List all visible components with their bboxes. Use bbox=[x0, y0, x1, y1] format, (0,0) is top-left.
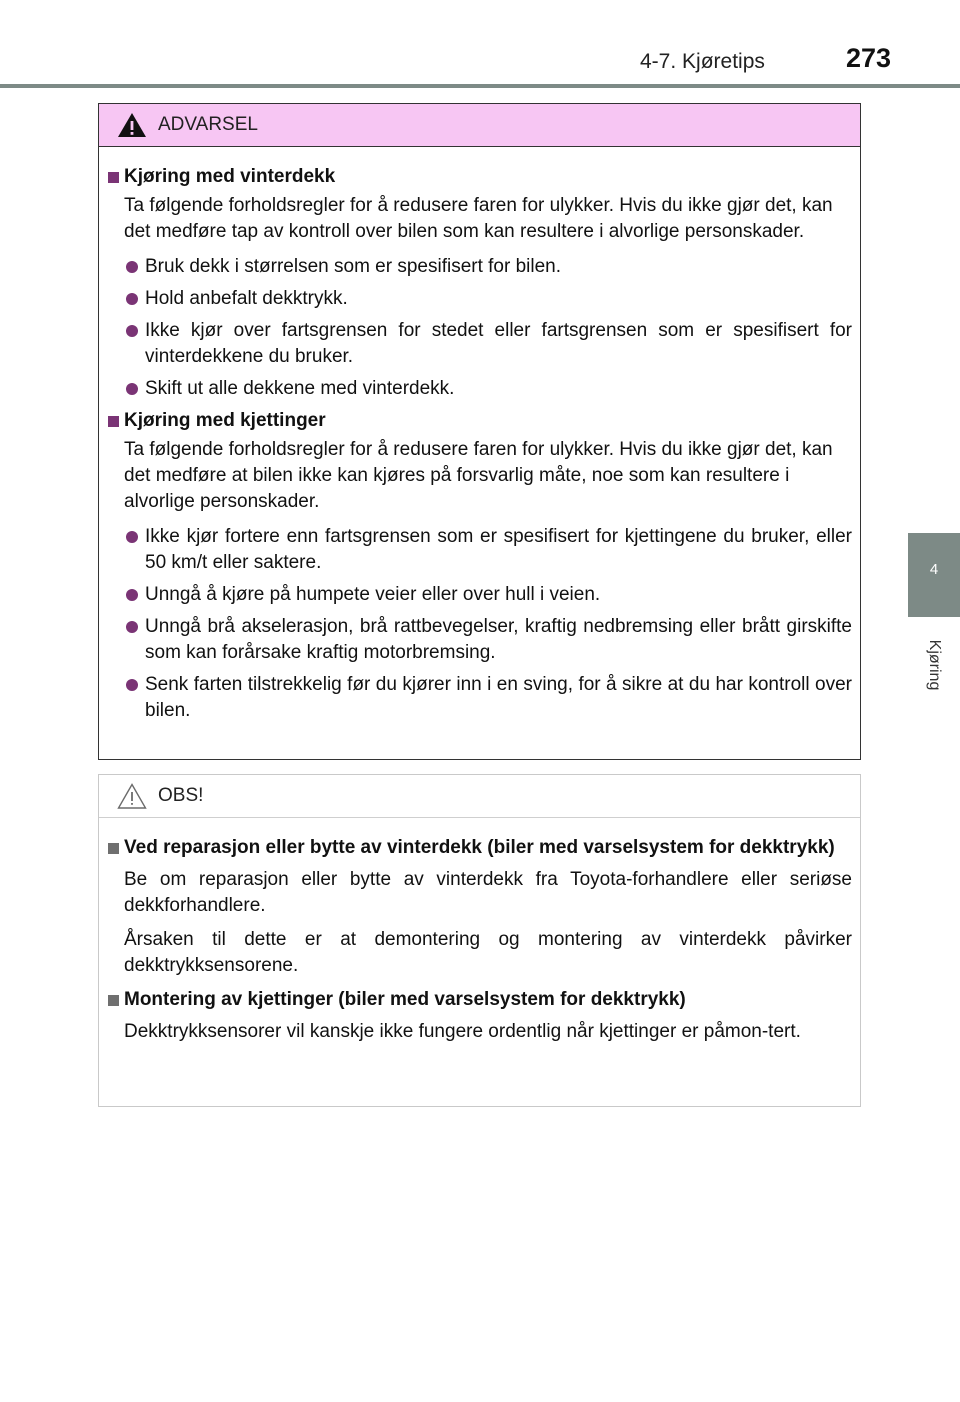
square-bullet-icon bbox=[108, 995, 119, 1006]
section-heading-text: Montering av kjettinger (biler med varselsystem for dekktrykk) bbox=[124, 989, 686, 1010]
bullet-text: Hold anbefalt dekktrykk. bbox=[145, 288, 348, 309]
bullet-dot-icon bbox=[126, 621, 138, 633]
bullet-dot-icon bbox=[126, 679, 138, 691]
section-text: Årsaken til dette er at demontering og montering av vinterdekk påvirker dekktrykksensorene. bbox=[124, 929, 852, 976]
bullet-dot-icon bbox=[126, 261, 138, 273]
bullet-text: Senk farten tilstrekkelig før du kjører inn i en sving, for å sikre at du har kontroll over bilen. bbox=[145, 674, 852, 721]
bullet-text: Bruk dekk i størrelsen som er spesifisert for bilen. bbox=[145, 256, 562, 277]
section-text: Dekktrykksensorer vil kanskje ikke fungere ordentlig når kjettinger er påmon-tert. bbox=[124, 1021, 801, 1042]
notice-header bbox=[99, 775, 860, 818]
bullet-dot-icon bbox=[126, 293, 138, 305]
list-item bbox=[108, 614, 852, 666]
warning-body bbox=[99, 147, 860, 724]
section-title: 4-7. Kjøretips bbox=[640, 50, 765, 73]
chapter-tab[interactable] bbox=[908, 533, 960, 617]
section-heading-text: Ved reparasjon eller bytte av vinterdekk (biler med varselsystem for dekktrykk) bbox=[124, 837, 835, 858]
bullet-dot-icon bbox=[126, 531, 138, 543]
warning-header bbox=[99, 104, 860, 147]
square-bullet-icon bbox=[108, 843, 119, 854]
square-bullet-icon bbox=[108, 172, 119, 183]
warning-triangle-icon bbox=[116, 111, 148, 139]
section-text: Ta følgende forholdsregler for å redusere faren for ulykker. Hvis du ikke gjør det, kan det medføre tap av kontroll over bilen som kan resultere i alvorlige personskader. bbox=[124, 195, 833, 242]
page-number: 273 bbox=[846, 43, 892, 73]
section-text: Be om reparasjon eller bytte av vinterdekk fra Toyota-forhandlere eller seriøse dekkforhandlere. bbox=[124, 869, 852, 916]
list-item bbox=[108, 254, 852, 280]
header-divider bbox=[0, 84, 960, 88]
section-heading-repair bbox=[108, 835, 852, 861]
caution-triangle-icon bbox=[116, 782, 148, 810]
list-item bbox=[108, 286, 852, 312]
bullet-text: Ikke kjør fortere enn fartsgrensen som er spesifisert for kjettingene du bruker, eller 50 km/t eller saktere. bbox=[145, 526, 852, 573]
bullet-dot-icon bbox=[126, 325, 138, 337]
notice-box bbox=[98, 774, 861, 1107]
bullet-text: Unngå brå akselerasjon, brå rattbevegelser, kraftig nedbremsing eller brått girskifte som kan forårsake kraftig motorbremsing. bbox=[145, 616, 852, 663]
section-heading-winter-tires bbox=[108, 164, 852, 190]
warning-box bbox=[98, 103, 861, 760]
bullet-text: Unngå å kjøre på humpete veier eller over hull i veien. bbox=[145, 584, 601, 605]
section-text: Ta følgende forholdsregler for å redusere faren for ulykker. Hvis du ikke gjør det, kan det medføre at bilen ikke kan kjøres på forsvarlig måte, noe som kan resultere i alvorlige personskader. bbox=[124, 439, 833, 512]
list-item bbox=[108, 672, 852, 724]
section-heading-text: Kjøring med vinterdekk bbox=[124, 166, 336, 187]
list-item bbox=[108, 318, 852, 370]
list-item bbox=[108, 582, 852, 608]
chapter-label: Kjøring bbox=[926, 639, 943, 691]
bullet-dot-icon bbox=[126, 383, 138, 395]
section-heading-text: Kjøring med kjettinger bbox=[124, 410, 326, 431]
list-item bbox=[108, 376, 852, 402]
section-heading-chains-mounting bbox=[108, 987, 852, 1013]
bullet-text: Skift ut alle dekkene med vinterdekk. bbox=[145, 378, 455, 399]
bullet-text: Ikke kjør over fartsgrensen for stedet eller fartsgrensen som er spesifisert for vinterdekkene du bruker. bbox=[145, 320, 852, 367]
section-heading-chains bbox=[108, 408, 852, 434]
notice-title: OBS! bbox=[158, 785, 204, 806]
list-item bbox=[108, 524, 852, 576]
notice-body bbox=[99, 818, 860, 1045]
chapter-number: 4 bbox=[929, 561, 939, 578]
bullet-dot-icon bbox=[126, 589, 138, 601]
warning-title: ADVARSEL bbox=[158, 114, 258, 135]
square-bullet-icon bbox=[108, 416, 119, 427]
